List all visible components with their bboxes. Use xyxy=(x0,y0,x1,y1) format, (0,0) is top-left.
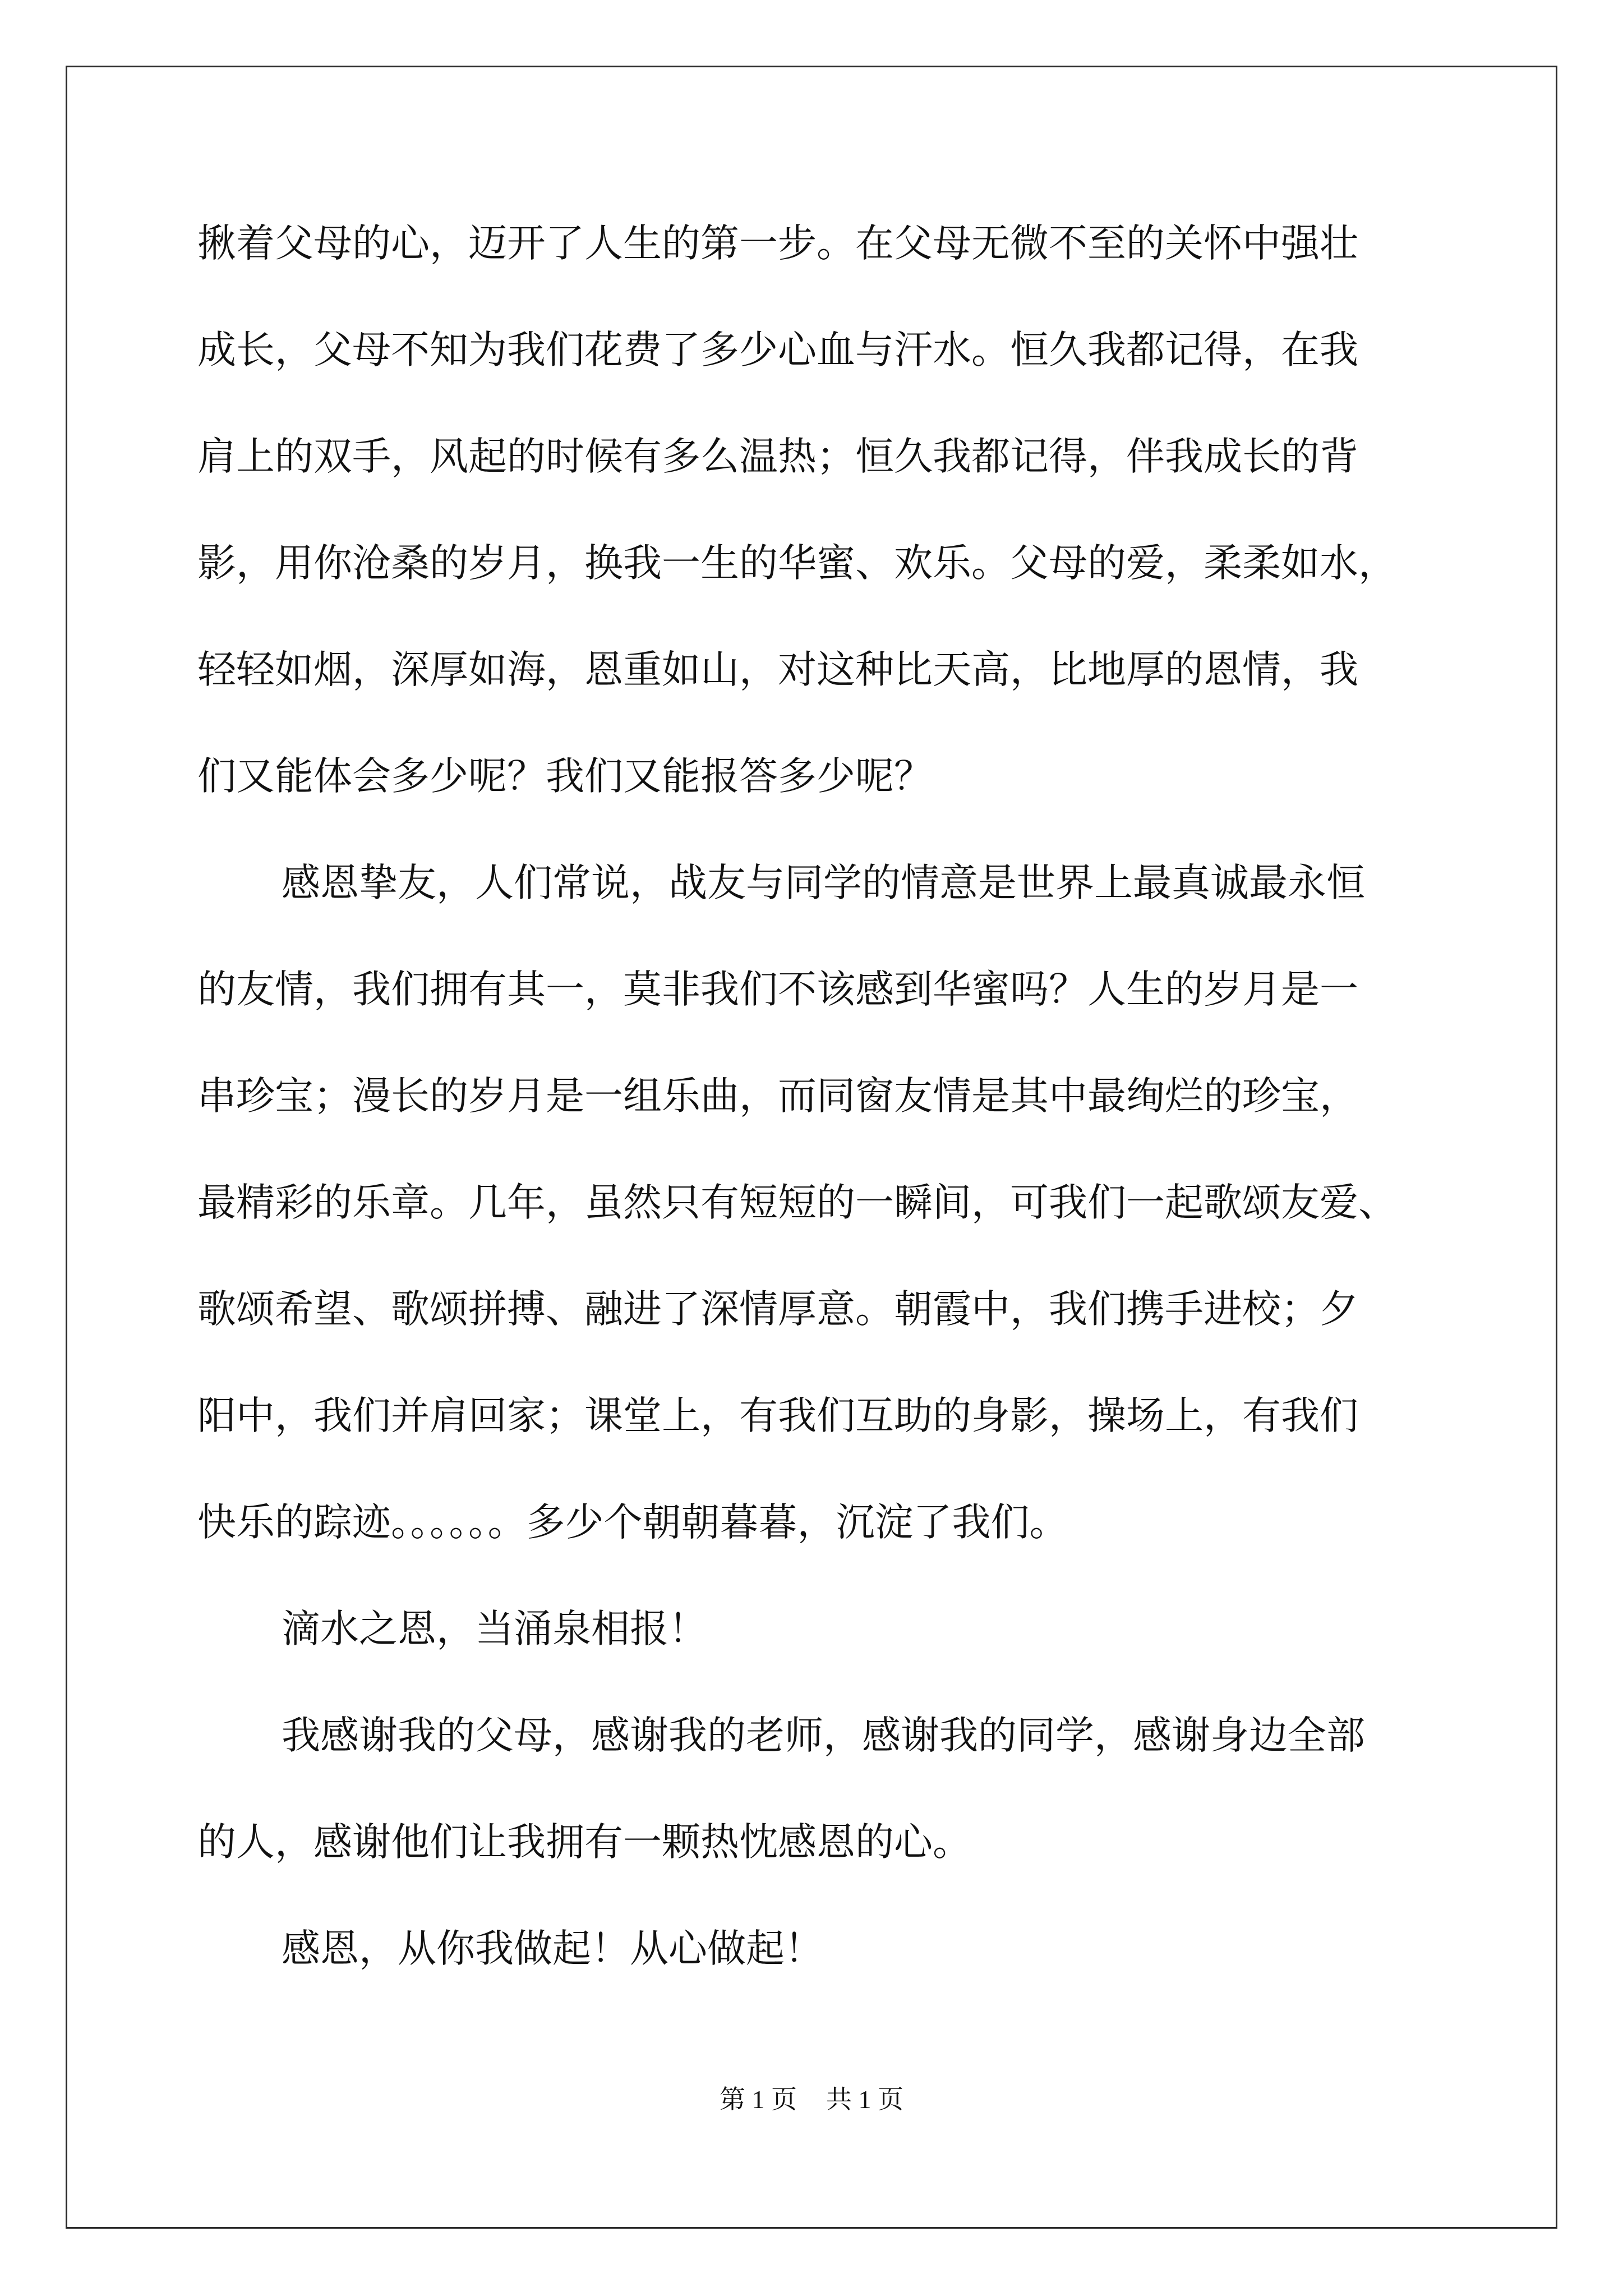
text-line: 快乐的踪迹。。。。。。多少个朝朝暮暮，沉淀了我们。 xyxy=(197,1500,1068,1545)
text-line: 感恩，从你我做起！从心做起！ xyxy=(282,1926,823,1971)
text-line: 影，用你沧桑的岁月，换我一生的华蜜、欢乐。父母的爱，柔柔如水， xyxy=(197,541,1397,586)
text-line: 成长，父母不知为我们花费了多少心血与汗水。恒久我都记得，在我 xyxy=(197,328,1358,372)
text-line: 最精彩的乐章。几年，虽然只有短短的一瞬间，可我们一起歌颂友爱、 xyxy=(197,1180,1397,1225)
text-line: 肩上的双手，风起的时候有多么温热；恒久我都记得，伴我成长的背 xyxy=(197,434,1358,479)
text-line: 们又能体会多少呢？我们又能报答多少呢？ xyxy=(197,754,933,799)
text-line: 阳中，我们并肩回家；课堂上，有我们互助的身影，操场上，有我们 xyxy=(197,1393,1358,1438)
text-line: 轻轻如烟，深厚如海，恩重如山，对这种比天高，比地厚的恩情，我 xyxy=(197,647,1358,692)
text-line: 的友情，我们拥有其一，莫非我们不该感到华蜜吗？人生的岁月是一 xyxy=(197,967,1358,1012)
document-body xyxy=(197,218,1431,2030)
text-line: 揪着父母的心，迈开了人生的第一步。在父母无微不至的关怀中强壮 xyxy=(197,221,1358,266)
page-footer xyxy=(0,2079,1623,2116)
text-line: 滴水之恩，当涌泉相报！ xyxy=(282,1607,707,1651)
text-line: 我感谢我的父母，感谢我的老师，感谢我的同学，感谢身边全部 xyxy=(282,1713,1365,1758)
page-number: 第 1 页 xyxy=(720,2085,797,2114)
text-line: 串珍宝；漫长的岁月是一组乐曲，而同窗友情是其中最绚烂的珍宝， xyxy=(197,1074,1358,1119)
page-total: 共 1 页 xyxy=(826,2085,903,2114)
text-line: 感恩挚友，人们常说，战友与同学的情意是世界上最真诚最永恒 xyxy=(282,861,1365,905)
text-line: 的人，感谢他们让我拥有一颗热忱感恩的心。 xyxy=(197,1820,971,1865)
text-line: 歌颂希望、歌颂拼搏、融进了深情厚意。朝霞中，我们携手进校；夕 xyxy=(197,1287,1358,1332)
